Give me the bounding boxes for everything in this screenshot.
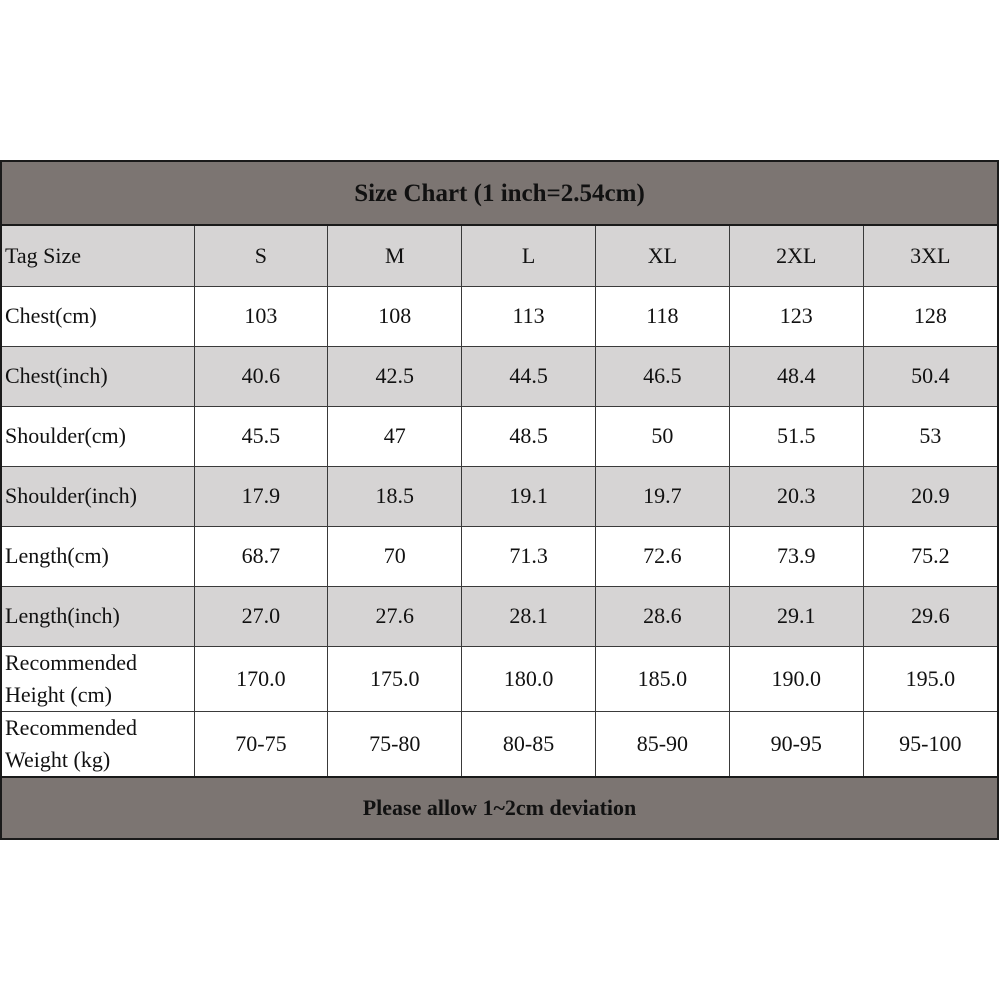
table-cell: 71.3	[462, 526, 596, 586]
table-row	[2, 406, 997, 466]
table-cell: 72.6	[595, 526, 729, 586]
table-cell: 118	[595, 286, 729, 346]
table-row	[2, 711, 997, 777]
row-label-line: Recommended	[5, 649, 137, 675]
table-cell: 175.0	[328, 646, 462, 711]
table-cell: 28.1	[462, 586, 596, 646]
row-label: Shoulder(inch)	[2, 466, 194, 526]
size-table	[2, 226, 997, 778]
table-cell: 85-90	[595, 711, 729, 777]
table-cell: 75-80	[328, 711, 462, 777]
header-cell-2xl: 2XL	[729, 226, 863, 286]
table-row	[2, 286, 997, 346]
table-cell: 42.5	[328, 346, 462, 406]
table-row	[2, 646, 997, 711]
table-cell: 185.0	[595, 646, 729, 711]
table-cell: 50	[595, 406, 729, 466]
header-cell-m: M	[328, 226, 462, 286]
row-label: Chest(cm)	[2, 286, 194, 346]
table-cell: 53	[863, 406, 997, 466]
table-cell: 128	[863, 286, 997, 346]
table-cell: 44.5	[462, 346, 596, 406]
table-cell: 46.5	[595, 346, 729, 406]
table-cell: 27.0	[194, 586, 328, 646]
table-cell: 29.6	[863, 586, 997, 646]
row-label-line: Recommended	[5, 714, 137, 740]
table-cell: 75.2	[863, 526, 997, 586]
table-cell: 190.0	[729, 646, 863, 711]
table-cell: 170.0	[194, 646, 328, 711]
table-row	[2, 466, 997, 526]
header-cell-s: S	[194, 226, 328, 286]
size-chart	[0, 160, 999, 840]
table-cell: 20.9	[863, 466, 997, 526]
header-cell-l: L	[462, 226, 596, 286]
table-cell: 20.3	[729, 466, 863, 526]
table-cell: 18.5	[328, 466, 462, 526]
table-row	[2, 346, 997, 406]
table-cell: 90-95	[729, 711, 863, 777]
table-cell: 180.0	[462, 646, 596, 711]
row-label: Length(inch)	[2, 586, 194, 646]
table-cell: 123	[729, 286, 863, 346]
table-row	[2, 526, 997, 586]
table-cell: 48.5	[462, 406, 596, 466]
table-cell: 48.4	[729, 346, 863, 406]
header-cell-tag-size: Tag Size	[2, 226, 194, 286]
table-cell: 29.1	[729, 586, 863, 646]
header-cell-3xl: 3XL	[863, 226, 997, 286]
table-cell: 47	[328, 406, 462, 466]
table-cell: 103	[194, 286, 328, 346]
row-label: Length(cm)	[2, 526, 194, 586]
row-label: Shoulder(cm)	[2, 406, 194, 466]
table-cell: 27.6	[328, 586, 462, 646]
table-cell: 19.7	[595, 466, 729, 526]
row-label	[2, 646, 194, 711]
table-cell: 80-85	[462, 711, 596, 777]
row-label-line: Height (cm)	[5, 681, 112, 707]
table-cell: 45.5	[194, 406, 328, 466]
chart-footer-note: Please allow 1~2cm deviation	[2, 778, 997, 838]
chart-title: Size Chart (1 inch=2.54cm)	[2, 162, 997, 226]
table-cell: 51.5	[729, 406, 863, 466]
table-cell: 68.7	[194, 526, 328, 586]
table-cell: 70-75	[194, 711, 328, 777]
row-label	[2, 711, 194, 777]
table-cell: 73.9	[729, 526, 863, 586]
row-label-line: Weight (kg)	[5, 746, 111, 772]
table-cell: 108	[328, 286, 462, 346]
table-cell: 113	[462, 286, 596, 346]
table-cell: 195.0	[863, 646, 997, 711]
table-cell: 28.6	[595, 586, 729, 646]
table-cell: 70	[328, 526, 462, 586]
table-cell: 40.6	[194, 346, 328, 406]
table-cell: 50.4	[863, 346, 997, 406]
table-cell: 95-100	[863, 711, 997, 777]
header-cell-xl: XL	[595, 226, 729, 286]
row-label: Chest(inch)	[2, 346, 194, 406]
table-cell: 17.9	[194, 466, 328, 526]
table-row	[2, 586, 997, 646]
table-cell: 19.1	[462, 466, 596, 526]
header-row	[2, 226, 997, 286]
